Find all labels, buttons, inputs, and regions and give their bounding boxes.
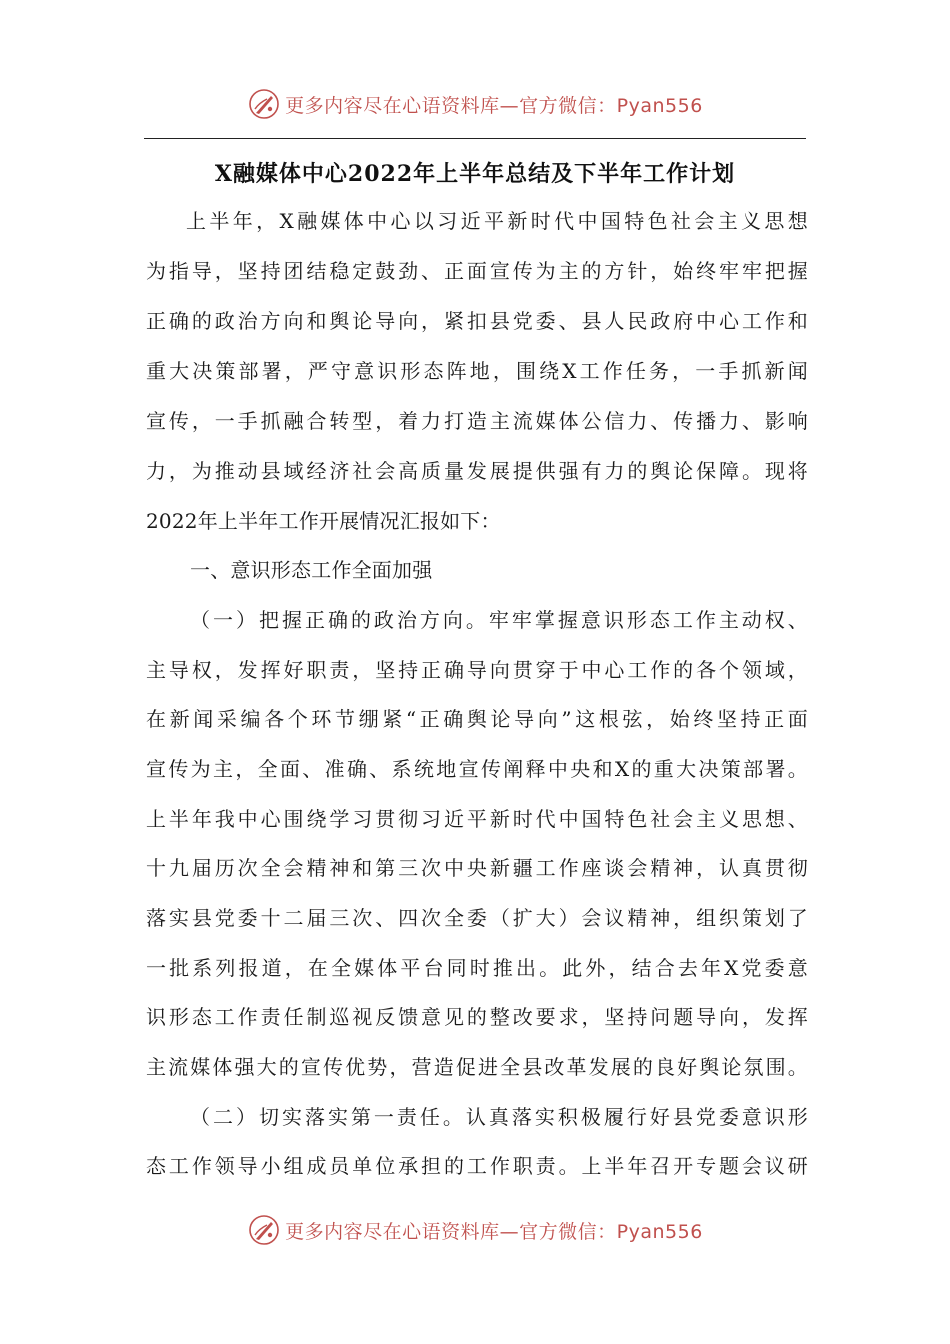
body-line: 在新闻采编各个环节绷紧“正确舆论导向”这根弦，始终坚持正面 xyxy=(146,707,808,731)
body-line: （一）把握正确的政治方向。牢牢掌握意识形态工作主动权、 xyxy=(190,608,808,632)
body-line: 上半年，X融媒体中心以习近平新时代中国特色社会主义思想 xyxy=(186,209,808,233)
body-line: 正确的政治方向和舆论导向，紧扣县党委、县人民政府中心工作和 xyxy=(146,309,808,333)
quill-logo-icon xyxy=(247,1213,281,1247)
quill-logo-icon xyxy=(247,87,281,121)
body-line: 宣传为主，全面、准确、系统地宣传阐释中央和X的重大决策部署。 xyxy=(146,757,808,781)
body-line: 识形态工作责任制巡视反馈意见的整改要求，坚持问题导向，发挥 xyxy=(146,1005,808,1029)
body-line: 十九届历次全会精神和第三次中央新疆工作座谈会精神，认真贯彻 xyxy=(146,856,808,880)
body-line: 重大决策部署，严守意识形态阵地，围绕X工作任务，一手抓新闻 xyxy=(146,359,808,383)
document-title: X融媒体中心2022年上半年总结及下半年工作计划 xyxy=(214,161,736,187)
body-line: 落实县党委十二届三次、四次全委（扩大）会议精神，组织策划了 xyxy=(146,906,808,930)
footer-banner xyxy=(0,1210,950,1250)
header-rule xyxy=(144,138,806,139)
body-line: 力，为推动县域经济社会高质量发展提供强有力的舆论保障。现将 xyxy=(146,459,808,483)
body-line: 态工作领导小组成员单位承担的工作职责。上半年召开专题会议研 xyxy=(146,1154,808,1178)
banner-text: 更多内容尽在心语资料库—官方微信：Pyan556 xyxy=(285,1220,703,1243)
body-line: （二）切实落实第一责任。认真落实积极履行好县党委意识形 xyxy=(190,1105,808,1129)
body-line: 主导权，发挥好职责，坚持正确导向贯穿于中心工作的各个领域， xyxy=(146,658,808,682)
section-heading: 一、意识形态工作全面加强 xyxy=(190,558,433,582)
body-line: 一批系列报道，在全媒体平台同时推出。此外，结合去年X党委意 xyxy=(146,956,808,980)
body-line: 2022年上半年工作开展情况汇报如下： xyxy=(146,509,501,533)
body-line: 宣传，一手抓融合转型，着力打造主流媒体公信力、传播力、影响 xyxy=(146,409,808,433)
banner-text: 更多内容尽在心语资料库—官方微信：Pyan556 xyxy=(285,94,703,117)
body-line: 主流媒体强大的宣传优势，营造促进全县改革发展的良好舆论氛围。 xyxy=(146,1055,808,1079)
body-line: 为指导，坚持团结稳定鼓劲、正面宣传为主的方针，始终牢牢把握 xyxy=(146,259,808,283)
header-banner xyxy=(0,84,950,124)
body-line: 上半年我中心围绕学习贯彻习近平新时代中国特色社会主义思想、 xyxy=(146,807,808,831)
